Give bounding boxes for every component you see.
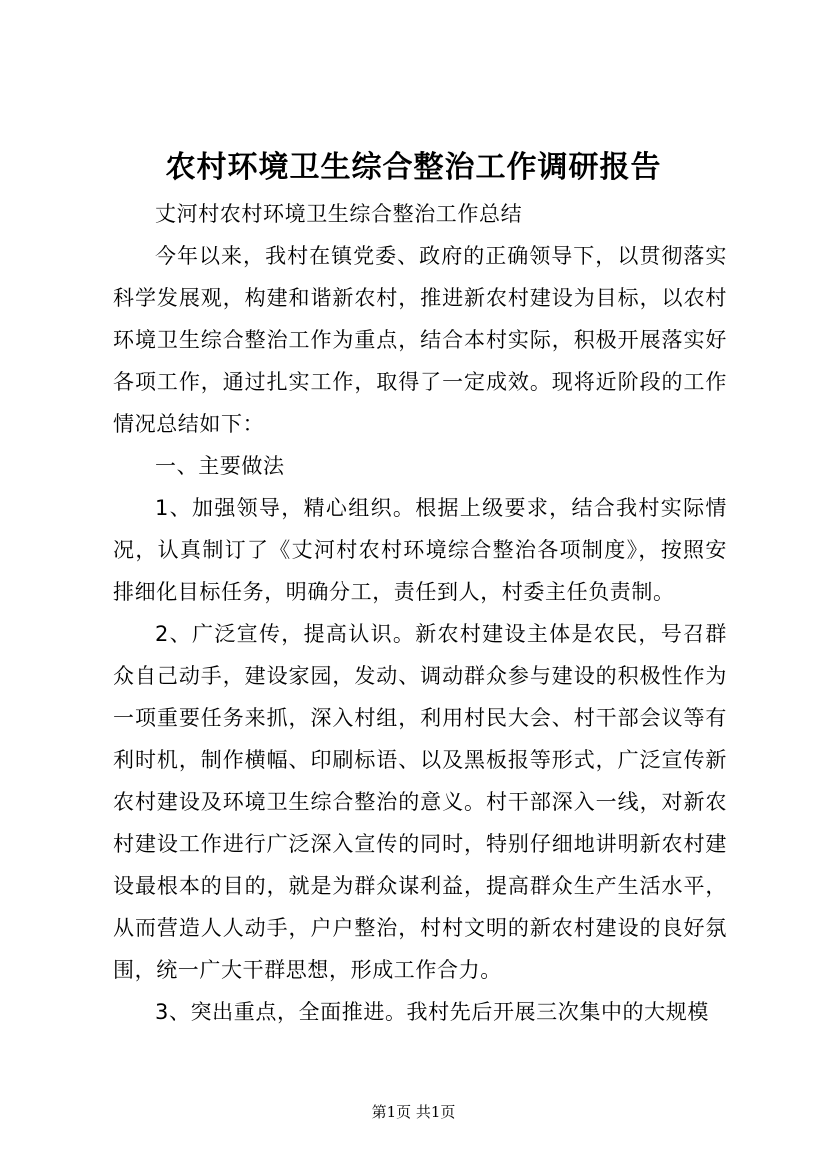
page-footer: 第1页 共1页 bbox=[371, 1103, 456, 1121]
subtitle-paragraph: 丈河村农村环境卫生综合整治工作总结 bbox=[155, 202, 523, 226]
body-paragraph-3: 3、突出重点，全面推进。我村先后开展三次集中的大规模 bbox=[155, 1000, 709, 1024]
section-heading: 一、主要做法 bbox=[155, 454, 285, 478]
intro-paragraph: 今年以来，我村在镇党委、政府的正确领导下，以贯彻落实科学发展观，构建和谐新农村，推进新农村建设为目标，以农村环境卫生综合整治工作为重点，结合本村实际，积极开展落实好各项工作，通过扎实工作，取得了一定成效。现将近阶段的工作情况总结如下： bbox=[113, 244, 727, 436]
body-paragraph-1: 1、加强领导，精心组织。根据上级要求，结合我村实际情况，认真制订了《丈河村农村环境综合整治各项制度》，按照安排细化目标任务，明确分工，责任到人，村委主任负责制。 bbox=[113, 496, 727, 604]
document-title: 农村环境卫生综合整治工作调研报告 bbox=[165, 150, 662, 185]
document-body bbox=[113, 193, 727, 1033]
body-paragraph-2: 2、广泛宣传，提高认识。新农村建设主体是农民，号召群众自己动手，建设家园，发动、调动群众参与建设的积极性作为一项重要任务来抓，深入村组，利用村民大会、村干部会议等有利时机，制作横幅、印刷标语、以及黑板报等形式，广泛宣传新农村建设及环境卫生综合整治的意义。村干部深入一线，对新农村建设工作进行广泛深入宣传的同时，特别仔细地讲明新农村建设最根本的目的，就是为群众谋利益，提高群众生产生活水平，从而营造人人动手，户户整治，村村文明的新农村建设的良好氛围，统一广大干群思想，形成工作合力。 bbox=[113, 622, 727, 982]
